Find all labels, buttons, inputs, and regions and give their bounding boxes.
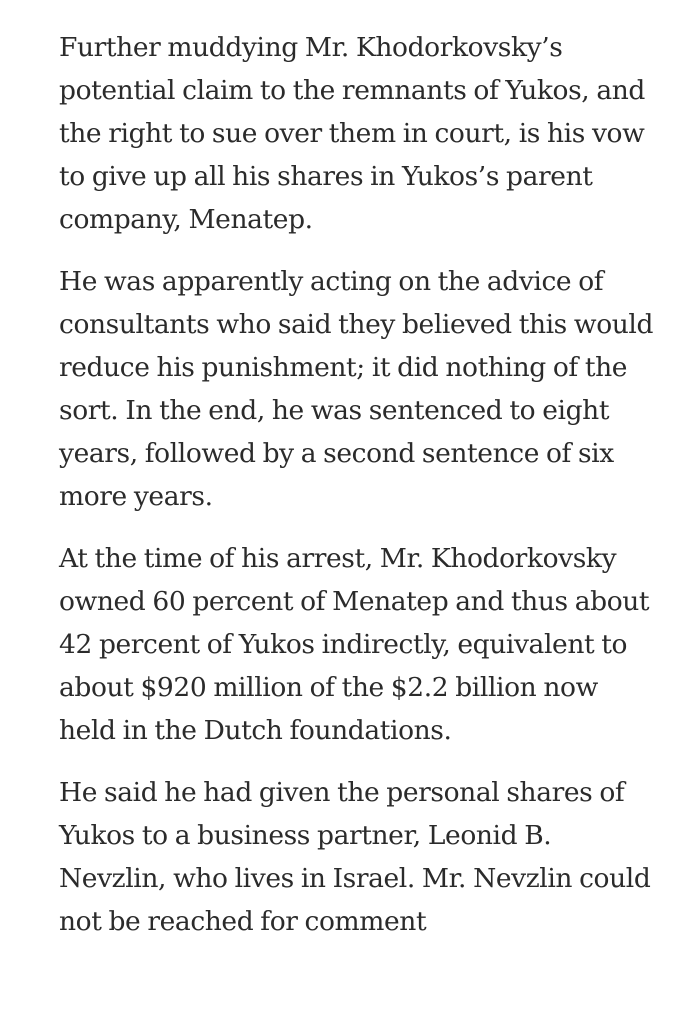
article-paragraph: He said he had given the personal shares of Yukos to a business partner, Leonid B. Nevzlin, who lives in Israel. Mr. Nevzlin could not be reached for comment bbox=[59, 777, 651, 937]
article-paragraph: He was apparently acting on the advice of consultants who said they believed this would reduce his punishment; it did nothing of the sort. In the end, he was sentenced to eight years, followed by a second sentence of six more years. bbox=[59, 266, 654, 512]
article-paragraph: Further muddying Mr. Khodorkovsky’s potential claim to the remnants of Yukos, and the right to sue over them in court, is his vow to give up all his shares in Yukos’s parent company, Menatep. bbox=[59, 32, 645, 235]
article-paragraph: At the time of his arrest, Mr. Khodorkovsky owned 60 percent of Menatep and thus about 42 percent of Yukos indirectly, equivalent to about $920 million of the $2.2 billion now held in the Dutch foundations. bbox=[59, 543, 650, 746]
